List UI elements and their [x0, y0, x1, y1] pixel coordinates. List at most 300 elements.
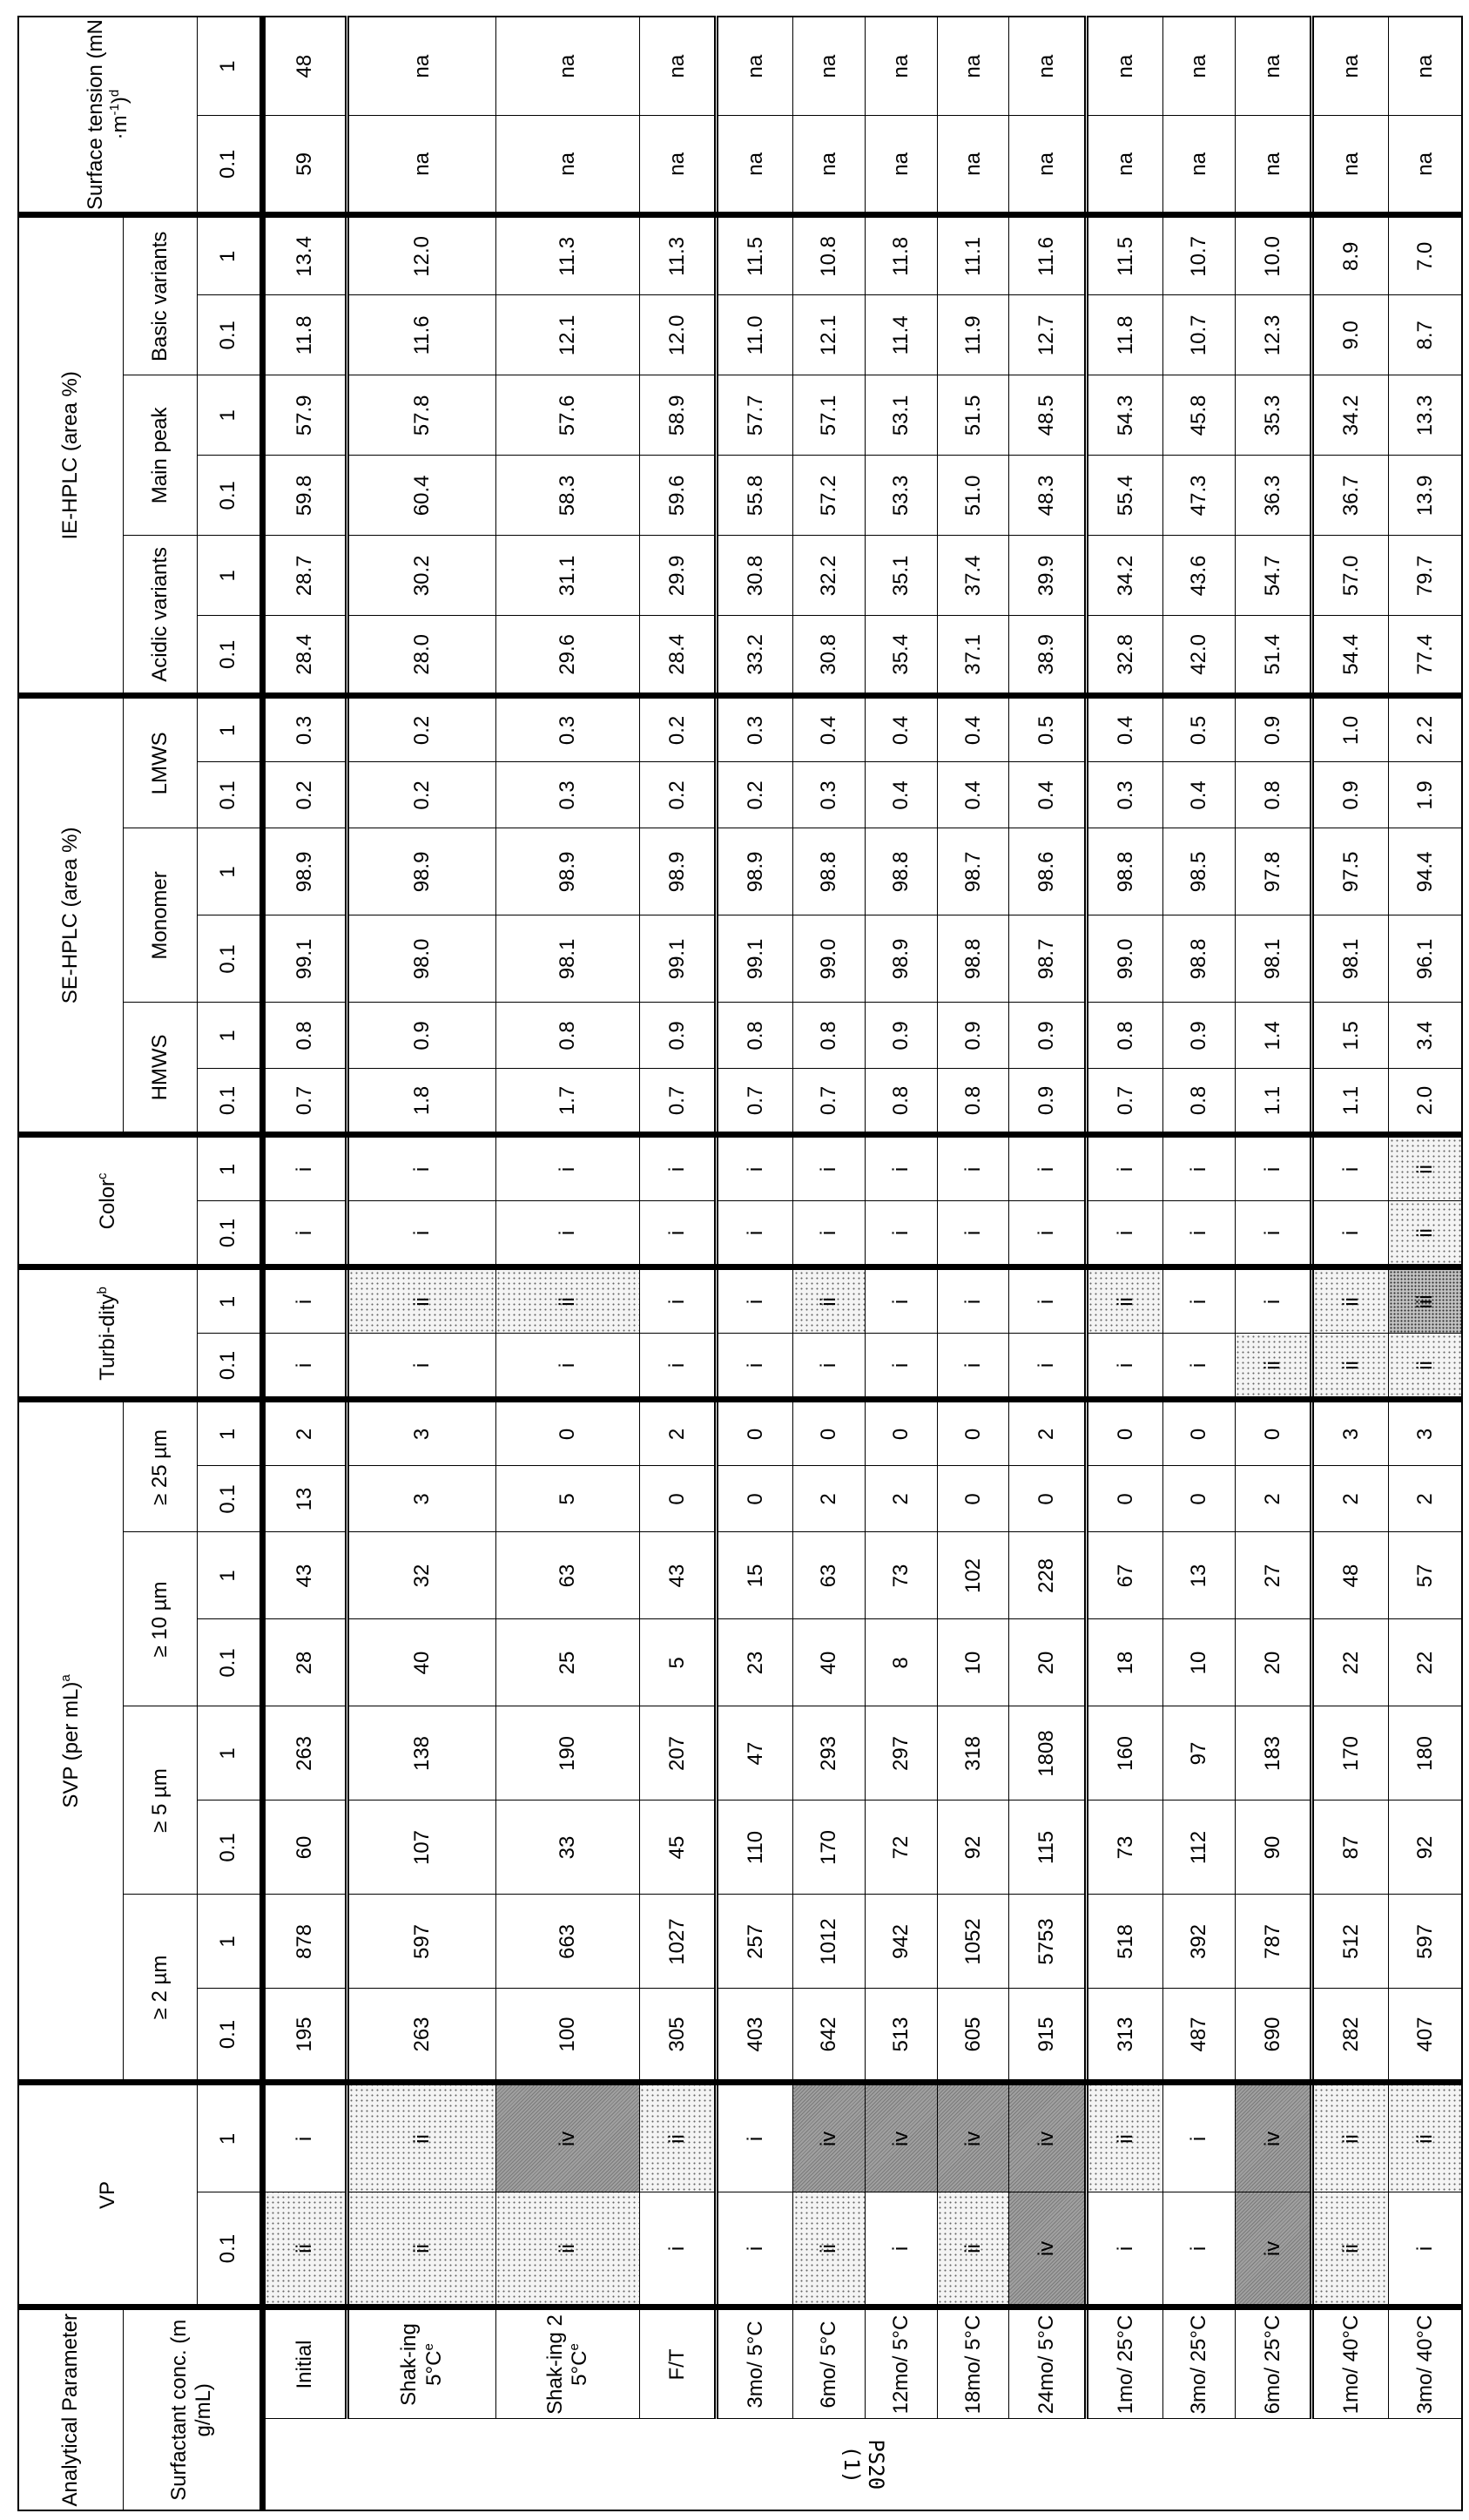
cell-basic-0-1: 11.4 — [866, 295, 938, 375]
cell-color-0-1: i — [495, 1201, 639, 1267]
cell-ge2-1: 1052 — [937, 1895, 1009, 1989]
cell-acid-1: 35.1 — [866, 536, 938, 616]
cell-ge5-1: 1808 — [1009, 1706, 1086, 1800]
conc-level-hmws-0-1: 0.1 — [197, 1069, 262, 1135]
cell-turb-1: i — [937, 1267, 1009, 1334]
cell-ge25-1: 2 — [262, 1400, 347, 1466]
cell-vp-0-1: ii — [793, 2192, 866, 2307]
conc-level-acid-0-1: 0.1 — [197, 616, 262, 696]
cell-mono-1: 98.5 — [1163, 828, 1236, 915]
cell-main-0-1: 13.9 — [1389, 456, 1462, 536]
cell-main-1: 13.3 — [1389, 375, 1462, 456]
cell-st-1: na — [717, 17, 793, 116]
conc-level-lmws-1: 1 — [197, 696, 262, 762]
color-footnote: c — [95, 1173, 110, 1180]
cell-ge2-0-1: 263 — [347, 1989, 495, 2083]
cell-ge5-1: 190 — [495, 1706, 639, 1800]
cell-st-0-1: na — [639, 116, 716, 215]
cell-hmws-1: 0.9 — [937, 1003, 1009, 1069]
cell-main-1: 35.3 — [1235, 375, 1311, 456]
cell-turb-0-1: i — [347, 1334, 495, 1400]
cell-ge5-0-1: 60 — [262, 1800, 347, 1895]
cell-mono-1: 98.6 — [1009, 828, 1086, 915]
cell-vp-1: iv — [866, 2083, 938, 2192]
cell-color-0-1: i — [1235, 1201, 1311, 1267]
table-row — [1311, 17, 1388, 2510]
surfactant-group-text: PS20 (1) — [839, 2422, 887, 2509]
cell-lmws-1: 1.0 — [1311, 696, 1388, 762]
cell-ge2-0-1: 313 — [1086, 1989, 1162, 2083]
cell-ge10-0-1: 20 — [1235, 1619, 1311, 1706]
condition-cell — [639, 2307, 716, 2419]
acidic-variants-header: Acidic variants — [123, 536, 197, 696]
cell-hmws-0-1: 0.7 — [639, 1069, 716, 1135]
cell-lmws-1: 0.9 — [1235, 696, 1311, 762]
cell-st-0-1: na — [347, 116, 495, 215]
cell-ge25-0-1: 3 — [347, 1466, 495, 1532]
cell-ge25-0-1: 0 — [937, 1466, 1009, 1532]
cell-ge25-1: 0 — [1163, 1400, 1236, 1466]
cell-st-1: na — [793, 17, 866, 116]
cell-vp-1: ii — [347, 2083, 495, 2192]
cell-ge10-1: 63 — [793, 1532, 866, 1619]
cell-vp-1: iv — [495, 2083, 639, 2192]
turbidity-header — [18, 1267, 197, 1400]
svp-ge5-header: ≥ 5 µm — [123, 1706, 197, 1895]
cell-lmws-1: 0.3 — [262, 696, 347, 762]
cell-st-1: 48 — [262, 17, 347, 116]
cell-acid-0-1: 30.8 — [793, 616, 866, 696]
cell-hmws-0-1: 1.7 — [495, 1069, 639, 1135]
cell-vp-0-1: ii — [937, 2192, 1009, 2307]
cell-mono-1: 97.8 — [1235, 828, 1311, 915]
cell-main-1: 34.2 — [1311, 375, 1388, 456]
cell-color-0-1: i — [793, 1201, 866, 1267]
cell-ge10-1: 15 — [717, 1532, 793, 1619]
cell-ge2-1: 1027 — [639, 1895, 716, 1989]
cell-turb-0-1: ii — [1389, 1334, 1462, 1400]
surfactant-group-label — [262, 2419, 1462, 2510]
conc-level-ge25-1: 1 — [197, 1400, 262, 1466]
cell-turb-1: ii — [1311, 1267, 1388, 1334]
cell-basic-0-1: 11.6 — [347, 295, 495, 375]
cell-basic-1: 11.8 — [866, 215, 938, 295]
cell-vp-0-1: iv — [1009, 2192, 1086, 2307]
cell-hmws-0-1: 1.1 — [1235, 1069, 1311, 1135]
cell-ge5-1: 180 — [1389, 1706, 1462, 1800]
main-peak-header: Main peak — [123, 375, 197, 536]
condition-label: F/T — [665, 2349, 689, 2381]
cell-basic-1: 11.5 — [1086, 215, 1162, 295]
cell-st-1: na — [1009, 17, 1086, 116]
cell-lmws-1: 0.2 — [639, 696, 716, 762]
table-row — [262, 17, 347, 2510]
cell-basic-1: 10.7 — [1163, 215, 1236, 295]
cell-hmws-0-1: 0.8 — [1163, 1069, 1236, 1135]
cell-hmws-1: 3.4 — [1389, 1003, 1462, 1069]
surface-tension-header — [18, 17, 197, 215]
cell-ge5-0-1: 170 — [793, 1800, 866, 1895]
cell-acid-0-1: 28.4 — [262, 616, 347, 696]
cell-ge5-0-1: 87 — [1311, 1800, 1388, 1895]
cell-vp-1: iv — [793, 2083, 866, 2192]
cell-ge5-1: 170 — [1311, 1706, 1388, 1800]
cell-ge2-1: 392 — [1163, 1895, 1236, 1989]
table-row — [793, 17, 866, 2510]
condition-cell — [347, 2307, 495, 2419]
cell-basic-0-1: 12.7 — [1009, 295, 1086, 375]
cell-ge25-1: 0 — [793, 1400, 866, 1466]
cell-main-0-1: 55.4 — [1086, 456, 1162, 536]
cell-hmws-1: 0.8 — [717, 1003, 793, 1069]
cell-hmws-1: 1.5 — [1311, 1003, 1388, 1069]
cell-ge25-0-1: 0 — [717, 1466, 793, 1532]
cell-ge10-0-1: 20 — [1009, 1619, 1086, 1706]
cell-hmws-0-1: 0.8 — [866, 1069, 938, 1135]
cell-ge25-1: 0 — [495, 1400, 639, 1466]
cell-ge2-1: 257 — [717, 1895, 793, 1989]
conc-level-color-1: 1 — [197, 1135, 262, 1201]
surface-tension-close: ) — [108, 97, 131, 104]
cell-st-1: na — [937, 17, 1009, 116]
cell-ge10-1: 57 — [1389, 1532, 1462, 1619]
cell-basic-0-1: 12.3 — [1235, 295, 1311, 375]
cell-hmws-1: 1.4 — [1235, 1003, 1311, 1069]
cell-main-0-1: 48.3 — [1009, 456, 1086, 536]
cell-basic-1: 11.6 — [1009, 215, 1086, 295]
condition-cell — [1086, 2307, 1162, 2419]
cell-main-0-1: 55.8 — [717, 456, 793, 536]
cell-turb-1: i — [639, 1267, 716, 1334]
cell-ge5-0-1: 92 — [937, 1800, 1009, 1895]
cell-lmws-1: 0.3 — [717, 696, 793, 762]
cell-mono-1: 98.8 — [793, 828, 866, 915]
cell-ge2-0-1: 403 — [717, 1989, 793, 2083]
cell-mono-1: 98.9 — [639, 828, 716, 915]
cell-lmws-0-1: 0.2 — [347, 762, 495, 828]
condition-label: 18mo/ 5°C — [961, 2315, 985, 2415]
cell-main-0-1: 47.3 — [1163, 456, 1236, 536]
conc-level-st-1: 1 — [197, 17, 262, 116]
cell-lmws-0-1: 0.8 — [1235, 762, 1311, 828]
cell-main-0-1: 36.3 — [1235, 456, 1311, 536]
cell-ge25-0-1: 13 — [262, 1466, 347, 1532]
cell-lmws-0-1: 0.2 — [717, 762, 793, 828]
cell-turb-1: iii — [1389, 1267, 1462, 1334]
cell-acid-1: 34.2 — [1086, 536, 1162, 616]
cell-main-0-1: 59.6 — [639, 456, 716, 536]
cell-color-0-1: i — [937, 1201, 1009, 1267]
cell-hmws-1: 0.8 — [793, 1003, 866, 1069]
cell-basic-0-1: 11.8 — [262, 295, 347, 375]
cell-ge2-0-1: 100 — [495, 1989, 639, 2083]
cell-acid-1: 43.6 — [1163, 536, 1236, 616]
cell-ge10-0-1: 10 — [937, 1619, 1009, 1706]
cell-color-1: i — [1086, 1135, 1162, 1201]
cell-basic-1: 11.3 — [639, 215, 716, 295]
cell-ge2-0-1: 195 — [262, 1989, 347, 2083]
cell-ge25-0-1: 0 — [1009, 1466, 1086, 1532]
cell-vp-0-1: ii — [495, 2192, 639, 2307]
cell-vp-0-1: iv — [1235, 2192, 1311, 2307]
cell-ge5-1: 207 — [639, 1706, 716, 1800]
svp-label: SVP (per mL) — [59, 1682, 83, 1808]
cell-ge10-0-1: 40 — [793, 1619, 866, 1706]
cell-basic-1: 11.1 — [937, 215, 1009, 295]
cell-ge5-0-1: 90 — [1235, 1800, 1311, 1895]
cell-mono-0-1: 98.8 — [1163, 915, 1236, 1003]
cell-acid-0-1: 32.8 — [1086, 616, 1162, 696]
cell-basic-1: 11.5 — [717, 215, 793, 295]
cell-ge25-1: 0 — [1235, 1400, 1311, 1466]
cell-ge25-0-1: 0 — [1086, 1466, 1162, 1532]
condition-label: Initial — [293, 2340, 316, 2388]
cell-mono-0-1: 98.8 — [937, 915, 1009, 1003]
condition-cell — [495, 2307, 639, 2419]
cell-lmws-0-1: 0.3 — [793, 762, 866, 828]
cell-hmws-0-1: 0.7 — [717, 1069, 793, 1135]
cell-color-1: ii — [1389, 1135, 1462, 1201]
cell-mono-0-1: 99.1 — [262, 915, 347, 1003]
cell-ge10-0-1: 22 — [1389, 1619, 1462, 1706]
svp-ge2-header: ≥ 2 µm — [123, 1895, 197, 2083]
cell-ge25-0-1: 2 — [1235, 1466, 1311, 1532]
cell-ge10-1: 43 — [262, 1532, 347, 1619]
cell-hmws-0-1: 1.1 — [1311, 1069, 1388, 1135]
cell-basic-1: 12.0 — [347, 215, 495, 295]
svp-footnote: a — [58, 1674, 73, 1681]
condition-label: 24mo/ 5°C — [1034, 2315, 1058, 2415]
cell-ge10-1: 63 — [495, 1532, 639, 1619]
conc-level-mono-1: 1 — [197, 828, 262, 915]
color-header — [18, 1135, 197, 1267]
cell-turb-0-1: i — [639, 1334, 716, 1400]
cell-ge5-1: 47 — [717, 1706, 793, 1800]
cell-vp-0-1: i — [1163, 2192, 1236, 2307]
cell-turb-0-1: i — [717, 1334, 793, 1400]
cell-ge10-1: 67 — [1086, 1532, 1162, 1619]
cell-acid-0-1: 28.0 — [347, 616, 495, 696]
cell-ge10-0-1: 22 — [1311, 1619, 1388, 1706]
cell-ge2-0-1: 642 — [793, 1989, 866, 2083]
cell-ge2-1: 5753 — [1009, 1895, 1086, 1989]
cell-ge2-1: 787 — [1235, 1895, 1311, 1989]
cell-ge10-0-1: 8 — [866, 1619, 938, 1706]
cell-hmws-0-1: 0.9 — [1009, 1069, 1086, 1135]
rotated-table-page — [0, 0, 1469, 2520]
cell-turb-0-1: i — [495, 1334, 639, 1400]
cell-ge2-0-1: 282 — [1311, 1989, 1388, 2083]
cell-turb-0-1: ii — [1235, 1334, 1311, 1400]
lmws-header: LMWS — [123, 696, 197, 828]
cell-turb-1: i — [1163, 1267, 1236, 1334]
cell-main-1: 45.8 — [1163, 375, 1236, 456]
cell-hmws-0-1: 0.8 — [937, 1069, 1009, 1135]
cell-basic-0-1: 12.1 — [793, 295, 866, 375]
cell-acid-0-1: 33.2 — [717, 616, 793, 696]
cell-vp-1: iv — [937, 2083, 1009, 2192]
cell-mono-0-1: 99.1 — [639, 915, 716, 1003]
cell-color-0-1: i — [1163, 1201, 1236, 1267]
cell-ge10-1: 48 — [1311, 1532, 1388, 1619]
condition-label: 3mo/ 40°C — [1413, 2315, 1437, 2415]
cell-mono-1: 98.9 — [347, 828, 495, 915]
svp-header — [18, 1400, 123, 2083]
cell-ge25-1: 0 — [866, 1400, 938, 1466]
cell-lmws-1: 0.4 — [793, 696, 866, 762]
condition-cell — [717, 2307, 793, 2419]
cell-color-0-1: i — [347, 1201, 495, 1267]
cell-vp-1: i — [717, 2083, 793, 2192]
cell-vp-1: ii — [639, 2083, 716, 2192]
cell-mono-0-1: 98.7 — [1009, 915, 1086, 1003]
cell-mono-1: 98.9 — [262, 828, 347, 915]
cell-acid-1: 54.7 — [1235, 536, 1311, 616]
cell-ge5-0-1: 73 — [1086, 1800, 1162, 1895]
cell-ge5-0-1: 72 — [866, 1800, 938, 1895]
cell-st-1: na — [1311, 17, 1388, 116]
cell-turb-1: i — [717, 1267, 793, 1334]
cell-color-1: i — [262, 1135, 347, 1201]
cell-vp-0-1: i — [1389, 2192, 1462, 2307]
cell-lmws-0-1: 0.4 — [1009, 762, 1086, 828]
cell-mono-0-1: 99.0 — [1086, 915, 1162, 1003]
condition-label: 1mo/ 25°C — [1114, 2315, 1137, 2415]
cell-mono-0-1: 98.1 — [1235, 915, 1311, 1003]
condition-cell — [1009, 2307, 1086, 2419]
condition-label: Shak-ing 5°C — [397, 2323, 446, 2406]
cell-ge25-0-1: 2 — [1389, 1466, 1462, 1532]
cell-vp-0-1: ii — [347, 2192, 495, 2307]
cell-main-1: 57.6 — [495, 375, 639, 456]
table-row — [717, 17, 793, 2510]
cell-hmws-1: 0.9 — [639, 1003, 716, 1069]
cell-st-0-1: na — [717, 116, 793, 215]
analytical-parameter-header: Analytical Parameter — [18, 2307, 123, 2510]
cell-turb-1: i — [262, 1267, 347, 1334]
cell-color-1: i — [866, 1135, 938, 1201]
cell-acid-1: 79.7 — [1389, 536, 1462, 616]
cell-ge2-0-1: 305 — [639, 1989, 716, 2083]
cell-color-1: i — [793, 1135, 866, 1201]
condition-label: Shak-ing 25°C — [543, 2314, 592, 2415]
cell-basic-0-1: 11.9 — [937, 295, 1009, 375]
condition-cell — [793, 2307, 866, 2419]
cell-mono-1: 98.8 — [866, 828, 938, 915]
cell-ge5-0-1: 107 — [347, 1800, 495, 1895]
cell-main-1: 58.9 — [639, 375, 716, 456]
cell-ge2-1: 878 — [262, 1895, 347, 1989]
cell-st-0-1: na — [937, 116, 1009, 215]
svp-ge10-header: ≥ 10 µm — [123, 1532, 197, 1706]
cell-acid-0-1: 51.4 — [1235, 616, 1311, 696]
cell-st-1: na — [1389, 17, 1462, 116]
cell-st-1: na — [1086, 17, 1162, 116]
cell-turb-0-1: i — [793, 1334, 866, 1400]
turbidity-label: Turbi-dity — [96, 1294, 119, 1381]
cell-st-1: na — [495, 17, 639, 116]
table-row — [639, 17, 716, 2510]
cell-ge25-0-1: 2 — [866, 1466, 938, 1532]
cell-hmws-1: 0.9 — [866, 1003, 938, 1069]
stability-data-table — [17, 16, 1463, 2511]
cell-ge2-0-1: 690 — [1235, 1989, 1311, 2083]
cell-color-0-1: i — [717, 1201, 793, 1267]
cell-acid-1: 30.2 — [347, 536, 495, 616]
condition-cell — [1389, 2307, 1462, 2419]
cell-mono-1: 94.4 — [1389, 828, 1462, 915]
cell-ge2-1: 663 — [495, 1895, 639, 1989]
table-row — [347, 17, 495, 2510]
conc-level-mono-0-1: 0.1 — [197, 915, 262, 1003]
cell-turb-0-1: ii — [1311, 1334, 1388, 1400]
cell-ge2-1: 512 — [1311, 1895, 1388, 1989]
surface-tension-label: Surface tension (mN·m — [84, 19, 132, 210]
cell-basic-1: 11.3 — [495, 215, 639, 295]
cell-color-1: i — [347, 1135, 495, 1201]
cell-hmws-0-1: 2.0 — [1389, 1069, 1462, 1135]
conc-level-turb-1: 1 — [197, 1267, 262, 1334]
cell-turb-1: ii — [347, 1267, 495, 1334]
cell-acid-0-1: 38.9 — [1009, 616, 1086, 696]
cell-main-1: 57.9 — [262, 375, 347, 456]
cell-vp-0-1: i — [1086, 2192, 1162, 2307]
cell-ge25-1: 0 — [717, 1400, 793, 1466]
surface-tension-exponent: -1 — [107, 104, 122, 115]
cell-turb-1: i — [1009, 1267, 1086, 1334]
cell-ge5-0-1: 110 — [717, 1800, 793, 1895]
cell-main-1: 54.3 — [1086, 375, 1162, 456]
condition-cell — [1311, 2307, 1388, 2419]
cell-main-0-1: 59.8 — [262, 456, 347, 536]
condition-label: 6mo/ 5°C — [817, 2321, 840, 2408]
condition-cell — [937, 2307, 1009, 2419]
cell-main-0-1: 53.3 — [866, 456, 938, 536]
cell-vp-1: iv — [1009, 2083, 1086, 2192]
cell-st-1: na — [347, 17, 495, 116]
cell-ge10-1: 43 — [639, 1532, 716, 1619]
cell-vp-1: ii — [1389, 2083, 1462, 2192]
cell-ge2-0-1: 407 — [1389, 1989, 1462, 2083]
cell-st-1: na — [866, 17, 938, 116]
cell-hmws-1: 0.8 — [495, 1003, 639, 1069]
cell-mono-1: 98.9 — [495, 828, 639, 915]
cell-lmws-1: 0.3 — [495, 696, 639, 762]
header-row-groups — [18, 17, 123, 2510]
cell-mono-1: 98.8 — [1086, 828, 1162, 915]
cell-acid-1: 31.1 — [495, 536, 639, 616]
cell-mono-0-1: 98.9 — [866, 915, 938, 1003]
cell-vp-1: ii — [1086, 2083, 1162, 2192]
cell-acid-0-1: 37.1 — [937, 616, 1009, 696]
cell-lmws-0-1: 0.4 — [866, 762, 938, 828]
cell-turb-1: ii — [495, 1267, 639, 1334]
cell-ge5-1: 293 — [793, 1706, 866, 1800]
conc-level-ge5-1: 1 — [197, 1706, 262, 1800]
cell-ge2-1: 597 — [347, 1895, 495, 1989]
cell-color-1: i — [639, 1135, 716, 1201]
cell-ge2-0-1: 513 — [866, 1989, 938, 2083]
cell-color-0-1: ii — [1389, 1201, 1462, 1267]
cell-basic-1: 7.0 — [1389, 215, 1462, 295]
conc-level-hmws-1: 1 — [197, 1003, 262, 1069]
cell-ge10-0-1: 25 — [495, 1619, 639, 1706]
cell-ge10-0-1: 10 — [1163, 1619, 1236, 1706]
cell-acid-1: 28.7 — [262, 536, 347, 616]
condition-cell — [1163, 2307, 1236, 2419]
cell-ge25-0-1: 0 — [1163, 1466, 1236, 1532]
conc-level-vp-1: 1 — [197, 2083, 262, 2192]
